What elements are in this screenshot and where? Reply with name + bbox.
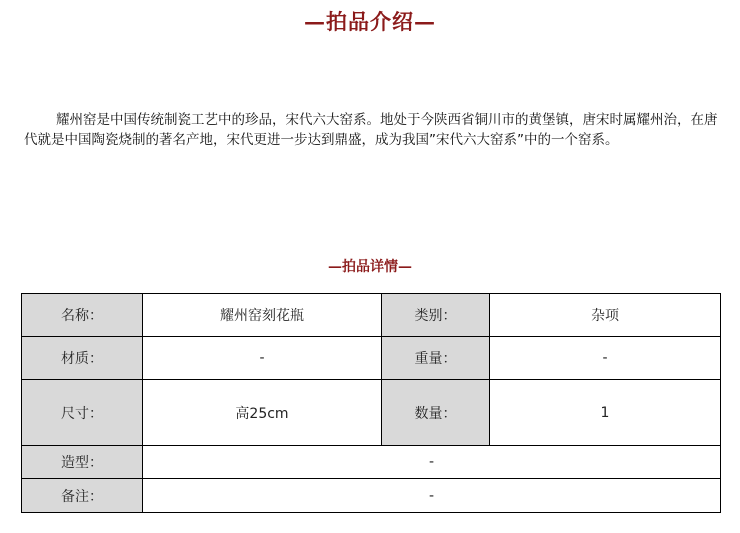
intro-paragraph: 耀州窑是中国传统制瓷工艺中的珍品，宋代六大窑系。地处于今陕西省铜川市的黄堡镇，唐宋时属耀州治，在唐代就是中国陶瓷烧制的著名产地，宋代更进一步达到鼎盛，成为我国”宋代六大窑系”中的一个窑系。 [24, 112, 718, 148]
size-value: 高25cm [143, 380, 382, 446]
size-label: 尺寸： [22, 380, 143, 446]
table-row-size [22, 380, 721, 446]
name-value: 耀州窑刻花瓶 [143, 294, 382, 337]
table-row-shape [22, 446, 721, 479]
table-row-remarks [22, 479, 721, 513]
intro-title: —拍品介绍— [304, 9, 436, 34]
weight-label: 重量： [382, 337, 490, 380]
weight-value: - [490, 337, 721, 380]
remarks-label: 备注： [22, 479, 143, 513]
quantity-value: 1 [490, 380, 721, 446]
material-label: 材质： [22, 337, 143, 380]
shape-label: 造型： [22, 446, 143, 479]
table-row-name [22, 294, 721, 337]
name-label: 名称： [22, 294, 143, 337]
remarks-value: - [143, 479, 721, 513]
shape-value: - [143, 446, 721, 479]
quantity-label: 数量： [382, 380, 490, 446]
material-value: - [143, 337, 382, 380]
details-title: —拍品详情— [328, 259, 412, 275]
table-row-material [22, 337, 721, 380]
details-table [21, 293, 721, 513]
category-label: 类别： [382, 294, 490, 337]
category-value: 杂项 [490, 294, 721, 337]
